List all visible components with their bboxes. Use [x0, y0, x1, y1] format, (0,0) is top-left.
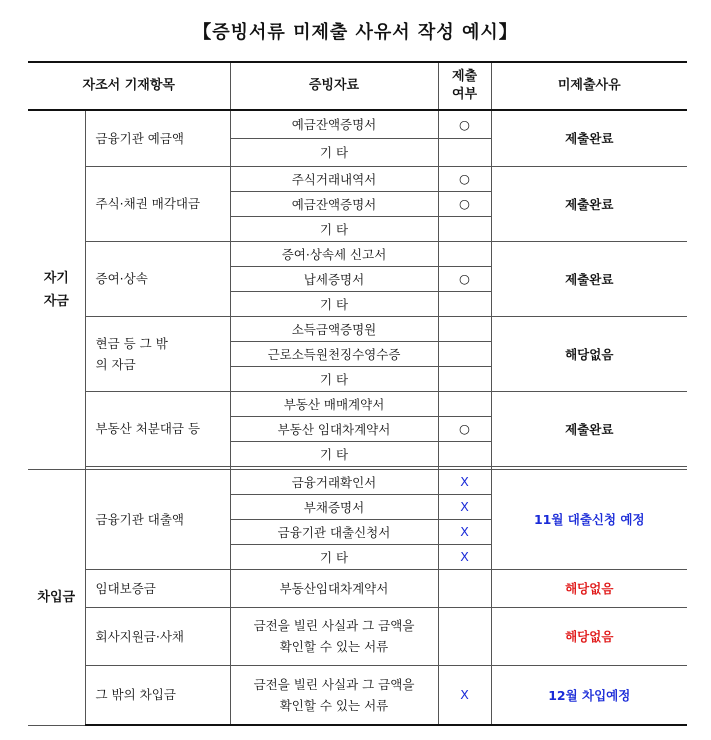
submitted-mark [438, 316, 491, 341]
evidence-cell: 예금잔액증명서 [230, 191, 438, 216]
submitted-mark: X [438, 494, 491, 519]
reason-cell: 11월 대출신청 예정 [491, 469, 687, 569]
reason-cell: 제출완료 [491, 166, 687, 241]
submitted-mark: ○ [438, 191, 491, 216]
evidence-cell: 기 타 [230, 216, 438, 241]
submitted-mark [438, 341, 491, 366]
header-row [28, 62, 687, 110]
submitted-mark: X [438, 665, 491, 725]
submitted-mark: ○ [438, 166, 491, 191]
evidence-cell: 금융기관 대출신청서 [230, 519, 438, 544]
evidence-cell: 기 타 [230, 544, 438, 569]
submitted-mark [438, 607, 491, 665]
submitted-mark: ○ [438, 110, 491, 138]
table-row [28, 607, 687, 665]
table-row [28, 391, 687, 416]
header-submitted-line2: 여부 [451, 87, 478, 102]
submitted-mark [438, 216, 491, 241]
item-realestate: 부동산 처분대금 등 [85, 391, 230, 466]
submitted-mark [438, 291, 491, 316]
submitted-mark [438, 569, 491, 607]
evidence-cell: 근로소득원천징수영수증 [230, 341, 438, 366]
reason-cell: 제출완료 [491, 110, 687, 166]
item-lease: 임대보증금 [85, 569, 230, 607]
submitted-mark [438, 366, 491, 391]
table-row [28, 469, 687, 494]
item-stock: 주식·채권 매각대금 [85, 166, 230, 241]
reason-cell: 해당없음 [491, 607, 687, 665]
table-row [28, 569, 687, 607]
submitted-mark [438, 441, 491, 466]
submitted-mark: ○ [438, 416, 491, 441]
evidence-cell: 금융거래확인서 [230, 469, 438, 494]
evidence-cell: 부동산 임대차계약서 [230, 416, 438, 441]
category-own-line1: 자기 [43, 270, 69, 286]
evidence-cell: 기 타 [230, 441, 438, 466]
evidence-cell: 부채증명서 [230, 494, 438, 519]
header-item: 자조서 기재항목 [28, 62, 230, 110]
item-gift: 증여·상속 [85, 241, 230, 316]
table-row [28, 316, 687, 341]
submitted-mark [438, 138, 491, 166]
table-row [28, 110, 687, 138]
table-row [28, 241, 687, 266]
evidence-cell: 부동산임대차계약서 [230, 569, 438, 607]
header-evidence: 증빙자료 [230, 62, 438, 110]
evidence-cell: 부동산 매매계약서 [230, 391, 438, 416]
header-submitted [438, 62, 491, 110]
evidence-line2: 확인할 수 있는 서류 [279, 639, 389, 654]
evidence-line1: 금전을 빌린 사실과 그 금액을 [253, 618, 415, 633]
header-reason: 미제출사유 [491, 62, 687, 110]
item-other: 그 밖의 차입금 [85, 665, 230, 725]
reason-cell: 해당없음 [491, 569, 687, 607]
submitted-mark: X [438, 519, 491, 544]
evidence-cell: 기 타 [230, 291, 438, 316]
evidence-cell: 소득금액증명원 [230, 316, 438, 341]
evidence-cell: 증여·상속세 신고서 [230, 241, 438, 266]
category-loan: 차입금 [28, 469, 85, 725]
table-row [28, 166, 687, 191]
evidence-cell: 예금잔액증명서 [230, 110, 438, 138]
category-own-line2: 자금 [43, 293, 69, 309]
table-row [28, 665, 687, 725]
item-cash: 현금 등 그 밖의 자금 [85, 316, 230, 391]
item-bankloan: 금융기관 대출액 [85, 469, 230, 569]
reason-cell: 해당없음 [491, 316, 687, 391]
reason-cell: 제출완료 [491, 391, 687, 466]
submitted-mark [438, 391, 491, 416]
submitted-mark: X [438, 544, 491, 569]
item-company: 회사지원금·사채 [85, 607, 230, 665]
page-title: 【증빙서류 미제출 사유서 작성 예시】 [193, 22, 518, 43]
evidence-cell: 기 타 [230, 366, 438, 391]
evidence-cell [230, 607, 438, 665]
evidence-cell: 주식거래내역서 [230, 166, 438, 191]
reason-cell: 12월 차입예정 [491, 665, 687, 725]
header-submitted-line1: 제출 [451, 69, 478, 84]
evidence-cell [230, 665, 438, 725]
submitted-mark: X [438, 469, 491, 494]
evidence-table [28, 61, 687, 726]
category-own-funds [28, 110, 85, 469]
item-deposit: 금융기관 예금액 [85, 110, 230, 166]
evidence-cell: 납세증명서 [230, 266, 438, 291]
evidence-cell: 기 타 [230, 138, 438, 166]
evidence-line1: 금전을 빌린 사실과 그 금액을 [253, 676, 415, 692]
submitted-mark: ○ [438, 266, 491, 291]
reason-cell: 제출완료 [491, 241, 687, 316]
evidence-line2: 확인할 수 있는 서류 [279, 697, 389, 713]
submitted-mark [438, 241, 491, 266]
